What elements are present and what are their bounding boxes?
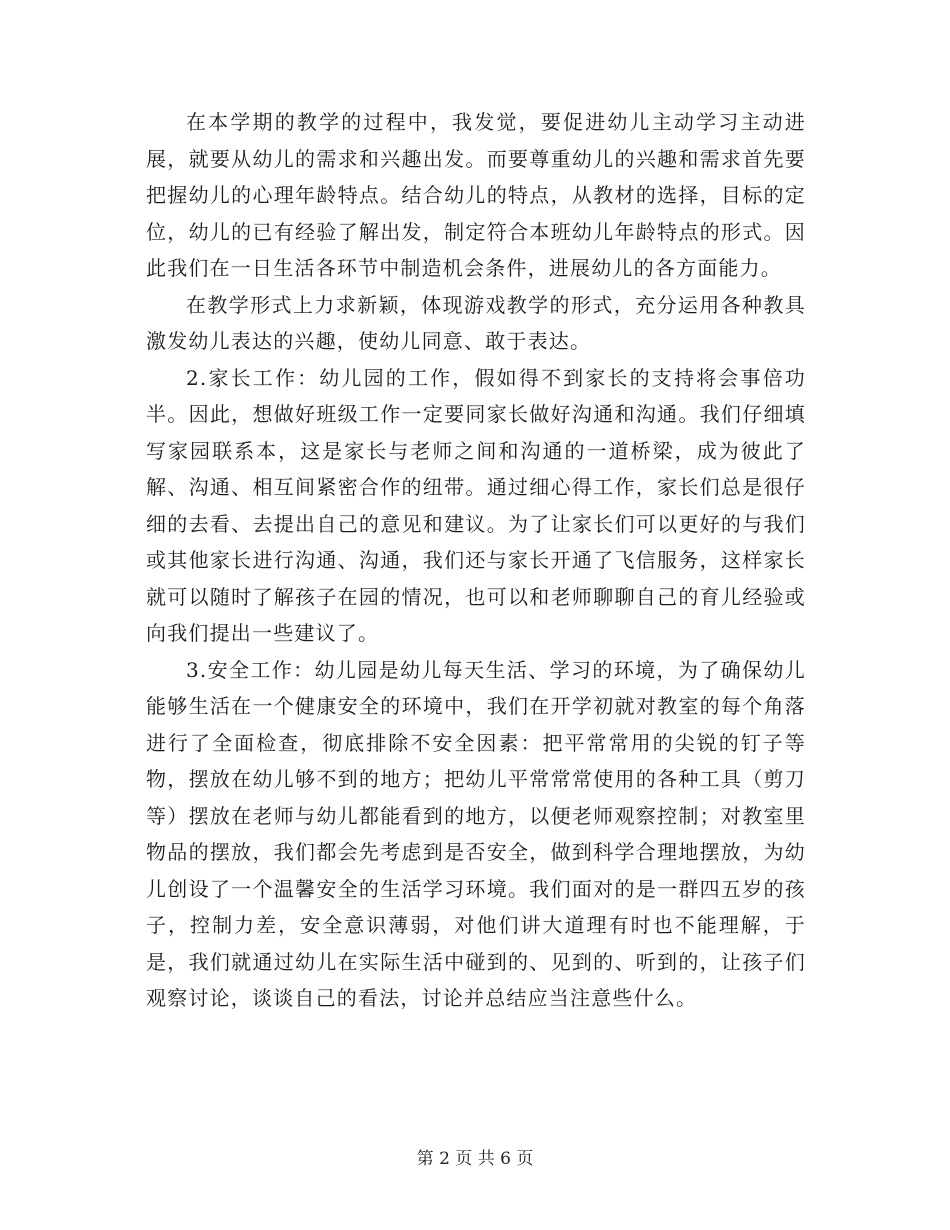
paragraph-parent-work: 2.家长工作：幼儿园的工作，假如得不到家长的支持将会事倍功半。因此，想做好班级工作一定要同家长做好沟通和沟通。我们仔细填写家园联系本，这是家长与老师之间和沟通的一道桥梁，成为彼此了解、沟通、相互间紧密合作的纽带。通过细心得工作，家长们总是很仔细的去看、去提出自己的意见和建议。为了让家长们可以更好的与我们或其他家长进行沟通、沟通，我们还与家长开通了飞信服务，这样家长就可以随时了解孩子在园的情况，也可以和老师聊聊自己的育儿经验或向我们提出一些建议了。	[146, 365, 806, 645]
paragraph-teaching: 在本学期的教学的过程中，我发觉，要促进幼儿主动学习主动进展，就要从幼儿的需求和兴趣出发。而要尊重幼儿的兴趣和需求首先要把握幼儿的心理年龄特点。结合幼儿的特点，从教材的选择，目标的定位，幼儿的已有经验了解出发，制定符合本班幼儿年龄特点的形式。因此我们在一日生活各环节中制造机会条件，进展幼儿的各方面能力。	[146, 110, 806, 280]
page-number-footer: 第 2 页 共 6 页	[416, 1149, 534, 1169]
paragraph-safety-work: 3.安全工作：幼儿园是幼儿每天生活、学习的环境，为了确保幼儿能够生活在一个健康安全的环境中，我们在开学初就对教室的每个角落进行了全面检查，彻底排除不安全因素：把平常常用的尖锐的钉子等物，摆放在幼儿够不到的地方；把幼儿平常常常使用的各种工具（剪刀等）摆放在老师与幼儿都能看到的地方，以便老师观察控制；对教室里物品的摆放，我们都会先考虑到是否安全，做到科学合理地摆放，为幼儿创设了一个温馨安全的生活学习环境。我们面对的是一群四五岁的孩子，控制力差，安全意识薄弱，对他们讲大道理有时也不能理解，于是，我们就通过幼儿在实际生活中碰到的、见到的、听到的，让孩子们观察讨论，谈谈自己的看法，讨论并总结应当注意些什么。	[146, 657, 806, 1010]
document-body	[146, 104, 806, 1017]
paragraph-teaching-form: 在教学形式上力求新颖，体现游戏教学的形式，充分运用各种教具激发幼儿表达的兴趣，使幼儿同意、敢于表达。	[146, 292, 806, 353]
